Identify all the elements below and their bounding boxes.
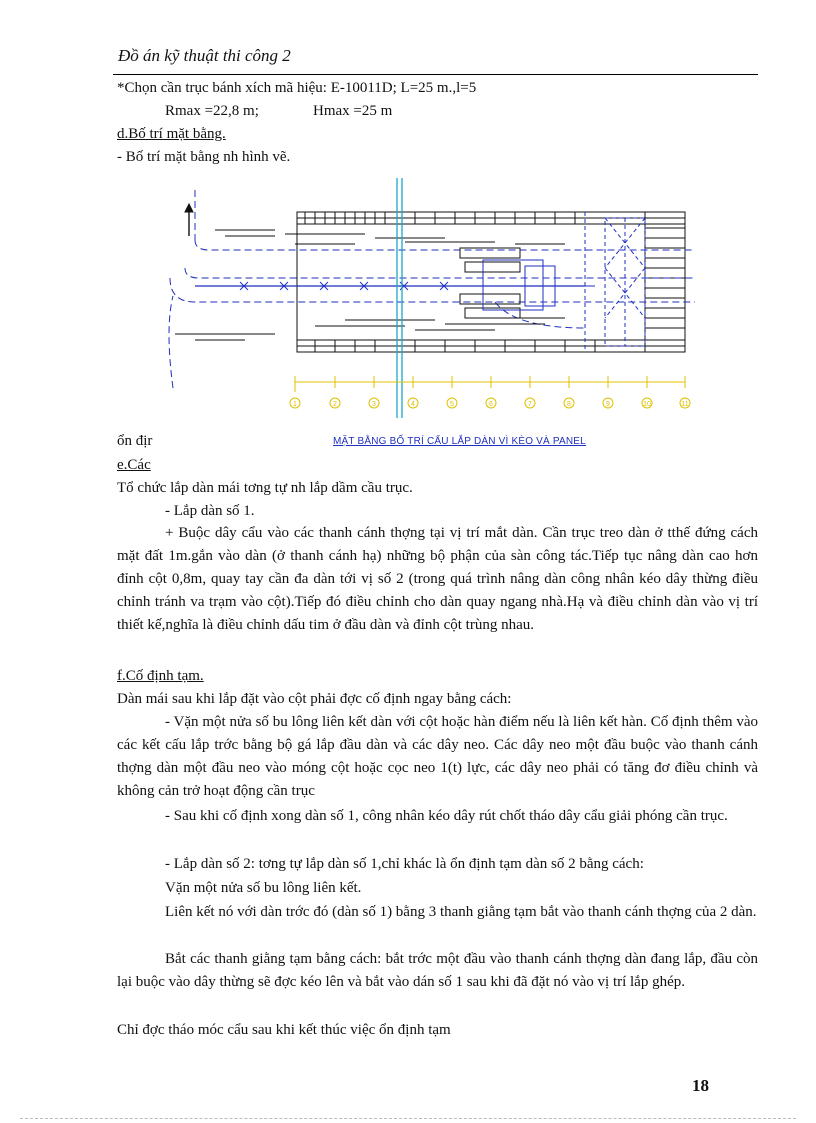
building-outline — [297, 212, 685, 352]
organize-line: Tổ chức lắp dàn mái tơng tự nh lắp dầm cầu trục. — [117, 480, 413, 496]
paragraph-bracing: Liên kết nó với dàn trớc đó (dàn số 1) bằng 3 thanh giằng tạm bắt vào thanh cánh thợng của 2 dàn. — [165, 904, 757, 920]
rmax-value: Rmax =22,8 m; — [165, 103, 259, 119]
crane-choice-line: *Chọn cần trục bánh xích mã hiệu: E-10011D; L=25 m.,l=5 — [117, 80, 477, 96]
axis-label-3: 3 — [372, 401, 376, 408]
paragraph-half-bolts: Vặn một nửa số bu lông liên kết. — [165, 880, 362, 896]
layout-note: - Bố trí mặt bằng nh hình vẽ. — [117, 149, 291, 165]
axis-label-2: 2 — [333, 401, 337, 408]
page-number: 18 — [692, 1076, 709, 1095]
paragraph-temp-bracing: Bắt các thanh giằng tạm bằng cách: bắt trớc một đầu vào thanh cánh thợng dàn đang lắp, đầu còn lại buộc vào dây thừng sẽ đợc kéo lên và bắt vào dán số 1 sau khi đã đặt nó vào vị trí lắp ghép. — [117, 951, 758, 990]
axis-label-9: 9 — [606, 401, 610, 408]
footer-divider — [20, 1118, 796, 1119]
axis-markers — [290, 398, 690, 408]
paragraph-fixing-bolts: - Vặn một nửa số bu lông liên kết dàn với cột hoặc hàn điểm nếu là liên kết hàn. Cố định thêm vào các kết cấu lắp trớc bằng bộ gá lắp đầu dàn và các dây neo. Các dây neo một đầu buộc vào thanh cánh thợng dàn một đầu neo vào móng cột hoặc cọc neo 1(t) lực, các dây neo phải có tăng đơ điều chỉnh và không cản trở hoạt động cần trục — [117, 714, 758, 799]
axis-label-10: 10 — [643, 401, 651, 408]
axis-label-1: 1 — [293, 401, 297, 408]
axis-label-5: 5 — [450, 401, 454, 408]
hmax-value: Hmax =25 m — [313, 103, 393, 119]
header-rule — [113, 74, 758, 75]
section-f-heading: f.Cố định tạm. — [117, 668, 204, 684]
axis-label-8: 8 — [567, 401, 571, 408]
section-e-heading: e.Các — [117, 457, 151, 473]
axis-label-4: 4 — [411, 401, 415, 408]
page-header-title: Đồ án kỹ thuật thi công 2 — [118, 46, 291, 65]
on-dinh-fragment: ổn địr — [117, 433, 153, 449]
truss-1-line: - Lắp dàn số 1. — [165, 503, 255, 519]
axis-label-11: 11 — [681, 401, 689, 408]
axis-label-7: 7 — [528, 401, 532, 408]
paragraph-truss-2: - Lắp dàn số 2: tơng tự lắp dàn số 1,chỉ khác là ổn định tạm dàn số 2 bằng cách: — [165, 856, 644, 872]
axis-label-6: 6 — [489, 401, 493, 408]
paragraph-release-crane: - Sau khi cố định xong dàn số 1, công nhân kéo dây rút chốt tháo dây cẩu giải phóng cần trục. — [165, 808, 728, 824]
paragraph-hook-release: Chỉ đợc tháo móc cẩu sau khi kết thúc việc ổn định tạm — [117, 1022, 451, 1038]
figure-caption: MẶT BẰNG BỐ TRÍ CẨU LẮP DÀN VÌ KÈO VÀ PANEL — [333, 436, 586, 447]
section-d-heading: d.Bố trí mặt bằng. — [117, 126, 226, 142]
paragraph-lifting: + Buộc dây cẩu vào các thanh cánh thợng tại vị trí mắt dàn. Cần trục treo dàn ở tthế đứng cách mặt đất 1m.gắn vào dàn (ở thanh cánh hạ) những bộ phận của sàn công tác.Tiếp tục nâng dàn cao hơn đỉnh cột 0,8m, quay tay cần đa dàn tới vị số 2 (trong quá trình nâng dàn công nhân kéo dây thừng điều chỉnh tránh va trạm vào cột).Tiếp đó điều chỉnh cho dàn quay ngang nhà.Hạ và điều chỉnh dàn vào vị trí thiết kế,nghĩa là điều chỉnh dấu tim ở đầu dàn và đỉnh cột trùng nhau. — [117, 525, 758, 633]
paragraph-fixing-intro: Dàn mái sau khi lắp đặt vào cột phải đợc cố định ngay bằng cách: — [117, 691, 512, 707]
site-layout-drawing — [165, 178, 705, 428]
